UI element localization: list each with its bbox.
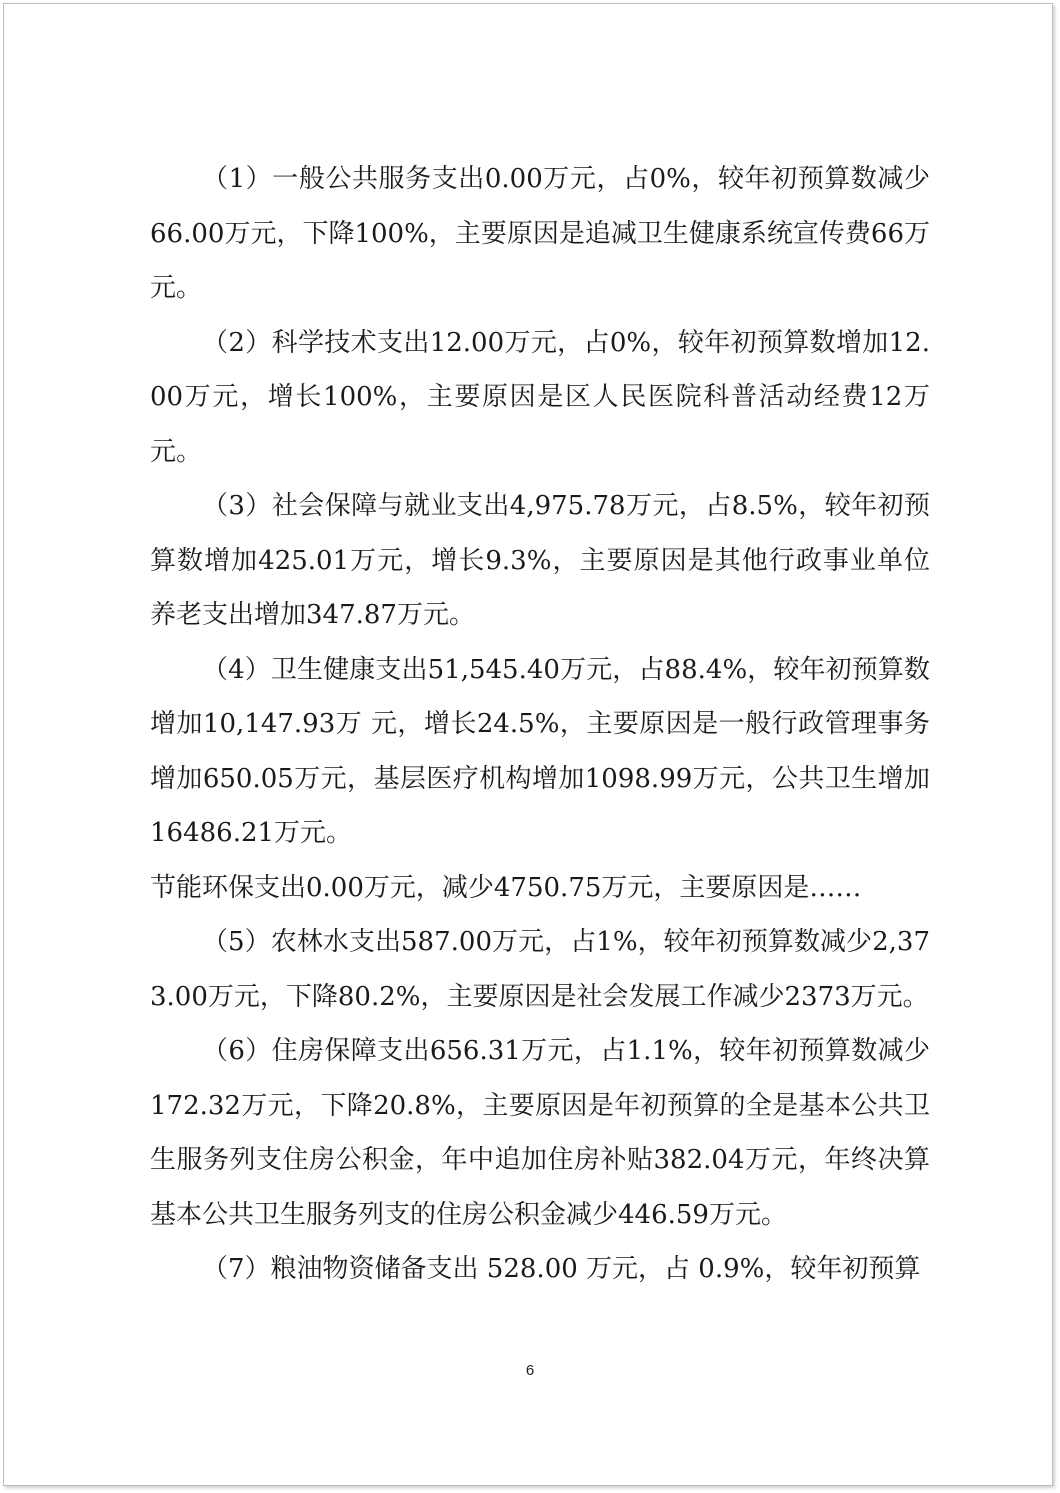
paragraph-agriculture-forestry-water: （5）农林水支出587.00万元，占1%，较年初预算数减少2,373.00万元，下降80.2%，主要原因是社会发展工作减少2373万元。: [150, 927, 930, 1012]
paragraph-housing: （6）住房保障支出656.31万元，占1.1%，较年初预算数减少172.32万元，下降20.8%，主要原因是年初预算的全是基本公共卫生服务列支住房公积金，年中追加住房补贴382.04万元，年终决算基本公共卫生服务列支的住房公积金减少446.59万元。: [150, 1036, 930, 1230]
paragraph-grain-oil-reserves: （7）粮油物资储备支出 528.00 万元，占 0.9%，较年初预算: [202, 1254, 921, 1284]
paragraph-science-technology: （2）科学技术支出12.00万元，占0%，较年初预算数增加12.00万元，增长100%，主要原因是区人民医院科普活动经费12万元。: [150, 327, 930, 467]
document-page: [3, 3, 1053, 1486]
paragraph-social-security: （3）社会保障与就业支出4,975.78万元，占8.5%，较年初预算数增加425.01万元，增长9.3%，主要原因是其他行政事业单位养老支出增加347.87万元。: [150, 491, 930, 630]
page-number: 6: [525, 1362, 535, 1379]
paragraph-general-public-services: （1）一般公共服务支出0.00万元，占0%，较年初预算数减少66.00万元，下降100%，主要原因是追减卫生健康系统宣传费66万元。: [150, 164, 930, 303]
paragraph-energy-environment: 节能环保支出0.00万元，减少4750.75万元，主要原因是……: [150, 872, 862, 903]
paragraph-health: （4）卫生健康支出51,545.40万元，占88.4%，较年初预算数增加10,147.93万 元，增长24.5%，主要原因是一般行政管理事务增加650.05万元，基层医疗机构增加1098.99万元，公共卫生增加16486.21万元。: [150, 654, 930, 848]
page-body: [150, 152, 930, 1297]
